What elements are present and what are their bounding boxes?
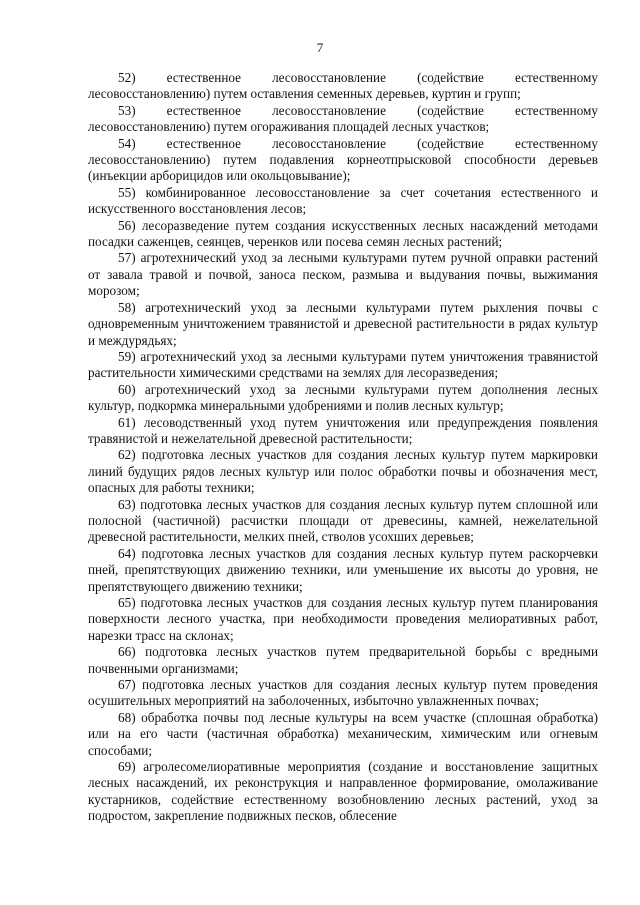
list-item: 54) естественное лесовосстановление (содействие естественному лесовосстановлению) путем подавления корнеотпрысковой способности деревьев (инъекции арборицидов или окольцовывание); [88,135,598,184]
list-item: 66) подготовка лесных участков путем предварительной борьбы с вредными почвенными организмами; [88,644,598,676]
list-item: 60) агротехнический уход за лесными культурами путем дополнения лесных культур, подкормка минеральными удобрениями и полив лесных культур; [88,381,598,414]
list-item: 56) лесоразведение путем создания искусственных лесных насаждений методами посадки саженцев, сеянцев, черенков или посева семян лесных растений; [88,217,598,250]
page-number: 7 [316,40,324,55]
document-body [88,70,598,825]
list-item: 63) подготовка лесных участков для создания лесных культур путем сплошной или полосной (частичной) расчистки площади от древесины, камней, нежелательной древесной растительности, мелких пней, стволов усохших деревьев; [88,496,598,545]
list-item: 57) агротехнический уход за лесными культурами путем ручной оправки растений от завала травой и почвой, заноса песком, размыва и выдувания почвы, выжимания морозом; [88,250,598,299]
list-item: 52) естественное лесовосстановление (содействие естественному лесовосстановлению) путем оставления семенных деревьев, куртин и групп; [88,70,598,102]
list-item: 59) агротехнический уход за лесными культурами путем уничтожения травянистой растительности химическими средствами на землях для лесоразведения; [88,348,598,381]
list-item: 62) подготовка лесных участков для создания лесных культур путем маркировки линий будущих рядов лесных культур или полос обработки почвы и обозначения мест, опасных для работы техники; [88,447,598,496]
list-item: 64) подготовка лесных участков для создания лесных культур путем раскорчевки пней, препятствующих движению техники, или уменьшение их высоты до уровня, не препятствующего движению техники; [88,545,598,594]
list-item: 68) обработка почвы под лесные культуры на всем участке (сплошная обработка) или на его части (частичная обработка) механическим, химическим или огневым способами; [88,709,598,758]
list-item: 67) подготовка лесных участков для создания лесных культур путем проведения осушительных мероприятий на заболоченных, избыточно увлажненных почвах; [88,677,598,709]
list-item: 53) естественное лесовосстановление (содействие естественному лесовосстановлению) путем огораживания площадей лесных участков; [88,102,598,135]
list-item: 55) комбинированное лесовосстановление за счет сочетания естественного и искусственного восстановления лесов; [88,184,598,217]
list-item: 58) агротехнический уход за лесными культурами путем рыхления почвы с одновременным уничтожением травянистой и древесной растительности в рядах культур и междурядьях; [88,299,598,348]
list-item: 65) подготовка лесных участков для создания лесных культур путем планирования поверхности лесного участка, при необходимости проведения мелиоративных работ, нарезки трасс на склонах; [88,595,598,643]
list-item: 69) агролесомелиоративные мероприятия (создание и восстановление защитных лесных насаждений, их реконструкция и направленное формирование, омолаживание кустарников, содействие естественному возобновлению лесных растений, уход за подростом, закрепление подвижных песков, облесение [88,759,598,824]
list-item: 61) лесоводственный уход путем уничтожения или предупреждения появления травянистой и нежелательной древесной растительности; [88,414,598,446]
